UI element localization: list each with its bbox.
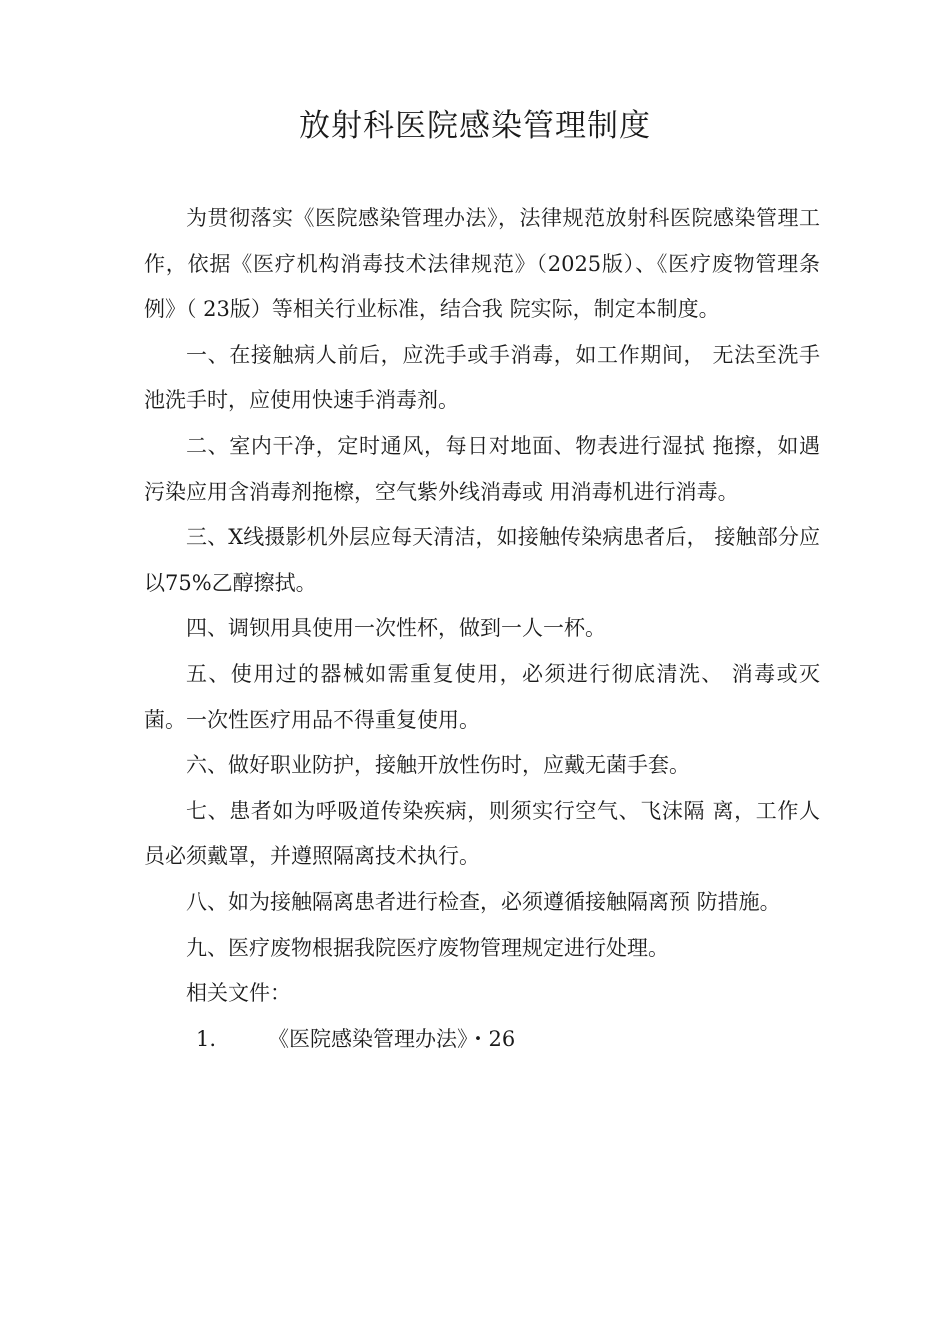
paragraph-item-1: 一、在接触病人前后，应洗手或手消毒，如工作期间， 无法至洗手池洗手时，应使用快速手消毒剂。	[144, 342, 820, 413]
document-title: 放射科医院感染管理制度	[299, 108, 651, 144]
paragraph-item-6: 六、做好职业防护，接触开放性伤时，应戴无菌手套。	[186, 753, 690, 778]
paragraph-item-9: 九、医疗废物根据我院医疗废物管理规定进行处理。	[186, 935, 669, 960]
paragraph-item-7: 七、患者如为呼吸道传染疾病，则须实行空气、飞沫隔 离，工作人员必须戴罩，并遵照隔离技术执行。	[144, 798, 820, 869]
paragraph-item-8: 八、如为接触隔离患者进行检查，必须遵循接触隔离预 防措施。	[186, 889, 781, 914]
paragraph-item-3: 三、X线摄影机外层应每天清洁，如接触传染病患者后， 接触部分应以75%乙醇擦拭。	[144, 525, 820, 595]
paragraph-item-4: 四、调钡用具使用一次性杯，做到一人一杯。	[186, 616, 606, 641]
paragraph-preamble: 为贯彻落实《医院感染管理办法》，法律规范放射科医院感染管理工作，依据《医疗机构消毒技术法律规范》（2025版）、《医疗废物管理条例》（ 23版）等相关行业标准，结合我 院实际，制定本制度。	[144, 206, 820, 322]
reference-text: 《医院感染管理办法》・26	[268, 1026, 516, 1051]
paragraph-item-2: 二、室内干净，定时通风，每日对地面、物表进行湿拭 拖擦，如遇污染应用含消毒剂拖檫，空气紫外线消毒或 用消毒机进行消毒。	[144, 433, 820, 504]
reference-item	[144, 1017, 820, 1063]
related-files-heading: 相关文件：	[186, 981, 291, 1006]
document-body	[144, 196, 820, 1062]
paragraph-item-5: 五、使用过的器械如需重复使用，必须进行彻底清洗、 消毒或灭菌。一次性医疗用品不得重复使用。	[144, 661, 820, 732]
reference-number: 1.	[196, 1026, 217, 1051]
